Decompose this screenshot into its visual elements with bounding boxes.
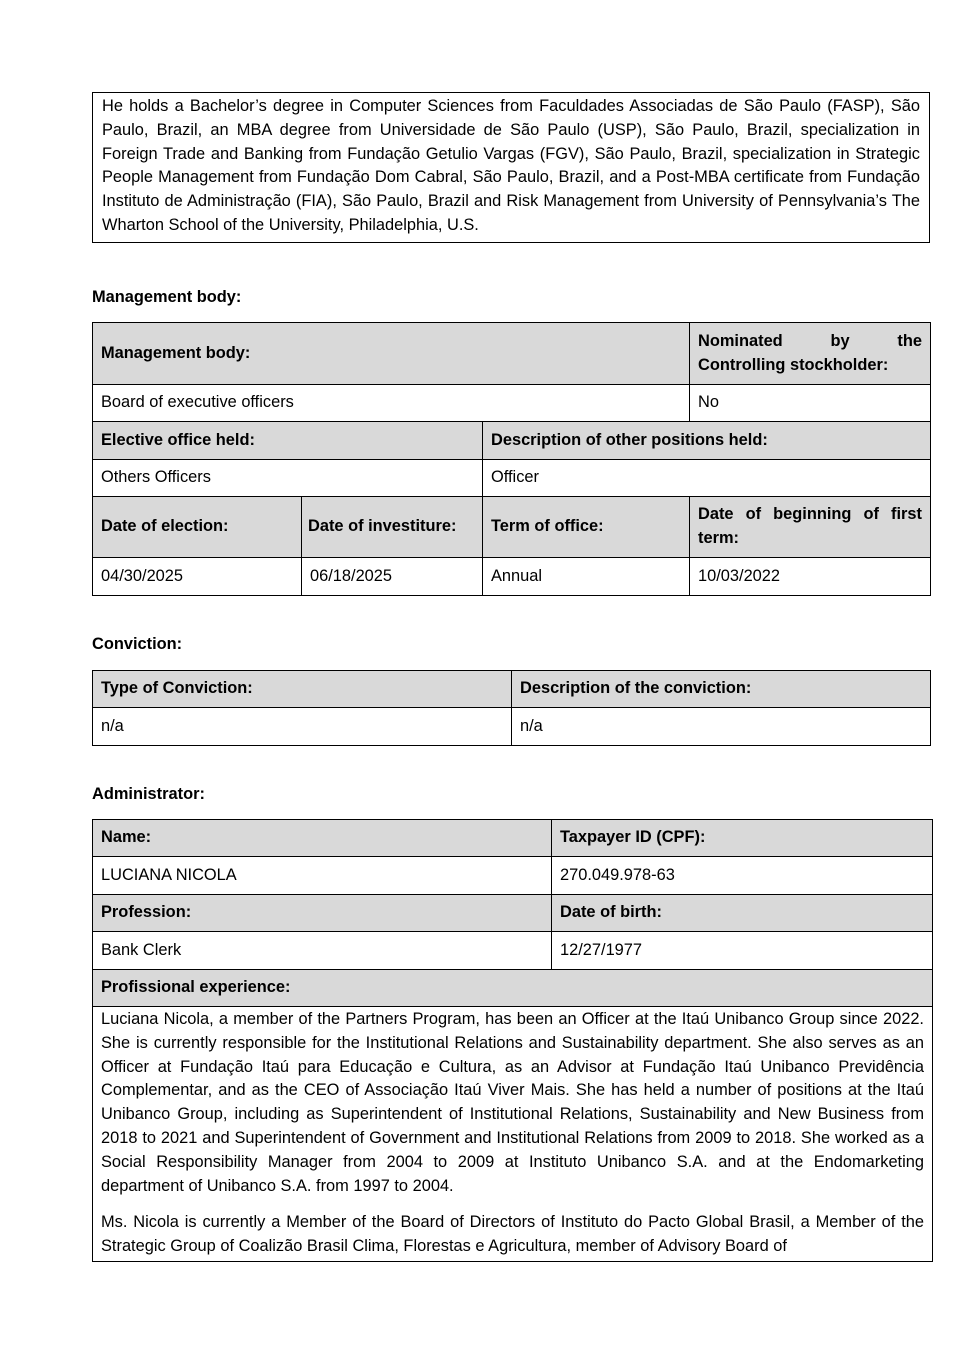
cpf-value: 270.049.978-63 <box>552 857 933 895</box>
prior-experience-box <box>92 92 930 243</box>
election-date-value: 04/30/2025 <box>93 558 302 596</box>
profession-label: Profession: <box>93 895 552 932</box>
administrator-section-title: Administrator: <box>92 785 205 803</box>
other-positions-value: Officer <box>483 460 931 497</box>
term-label: Term of office: <box>483 497 690 558</box>
conviction-section-title: Conviction: <box>92 635 183 653</box>
nominated-label: Nominated by the Controlling stockholder: <box>690 323 931 385</box>
management-body-label: Management body: <box>93 323 690 385</box>
experience-body <box>93 1007 933 1262</box>
election-date-label: Date of election: <box>93 497 302 558</box>
management-table <box>92 322 931 596</box>
name-value: LUCIANA NICOLA <box>93 857 552 895</box>
conviction-description-label: Description of the conviction: <box>512 671 931 708</box>
conviction-type-value: n/a <box>93 708 512 746</box>
experience-label: Profissional experience: <box>93 970 933 1007</box>
cpf-label: Taxpayer ID (CPF): <box>552 820 933 857</box>
name-label: Name: <box>93 820 552 857</box>
elective-office-value: Others Officers <box>93 460 483 497</box>
investiture-date-value: 06/18/2025 <box>302 558 483 596</box>
investiture-date-label: Date of investiture: <box>302 497 483 558</box>
experience-paragraph-1: Luciana Nicola, a member of the Partners Program, has been an Officer at the Itaú Unibanco Group since 2022. She is currently responsible for the Institutional Relations and Sustainability department. She also serves as an Officer at Fundação Itaú para Educação e Cultura, as an Advisor at Fundação Itaú Unibanco Previdência Complementar, and as the CEO of Associação Itaú Viver Mais. She has held a number of positions at the Itaú Unibanco Group, including as Superintendent of Institutional Relations, Sustainability and New Business from 2018 to 2021 and Superintendent of Government and Institutional Relations from 2009 to 2018. She worked as a Social Responsibility Manager from 2004 to 2009 at Instituto Unibanco S.A. and at the Endomarketing department of Unibanco S.A. from 1997 to 2004. <box>101 1010 924 1195</box>
first-term-label: Date of beginning of first term: <box>690 497 931 558</box>
experience-paragraph-2: Ms. Nicola is currently a Member of the Board of Directors of Instituto do Pacto Global Brasil, a Member of the Strategic Group of Coalizão Brasil Clima, Florestas e Agricultura, member of Advisory Board of <box>101 1213 924 1256</box>
prior-experience-text: He holds a Bachelor’s degree in Computer Sciences from Faculdades Associadas de São Paulo (FASP), São Paulo, Brazil, an MBA degree from Universidade de São Paulo (USP), São Paulo, Brazil, specialization in Foreign Trade and Banking from Fundação Getulio Vargas (FGV), São Paulo, Brazil, specialization in Strategic People Management from Fundação Dom Cabral, São Paulo, Brazil, and a Post-MBA certificate from Fundação Instituto de Administração (FIA), São Paulo, Brazil and Risk Management from University of Pennsylvania’s The Wharton School of the University, Philadelphia, U.S. <box>102 97 920 234</box>
management-body-value: Board of executive officers <box>93 385 690 422</box>
conviction-type-label: Type of Conviction: <box>93 671 512 708</box>
management-section-title: Management body: <box>92 288 242 306</box>
other-positions-label: Description of other positions held: <box>483 422 931 460</box>
nominated-value: No <box>690 385 931 422</box>
term-value: Annual <box>483 558 690 596</box>
first-term-value: 10/03/2022 <box>690 558 931 596</box>
conviction-description-value: n/a <box>512 708 931 746</box>
conviction-table <box>92 670 931 746</box>
elective-office-label: Elective office held: <box>93 422 483 460</box>
birth-date-label: Date of birth: <box>552 895 933 932</box>
profession-value: Bank Clerk <box>93 932 552 970</box>
birth-date-value: 12/27/1977 <box>552 932 933 970</box>
administrator-table <box>92 819 933 1262</box>
